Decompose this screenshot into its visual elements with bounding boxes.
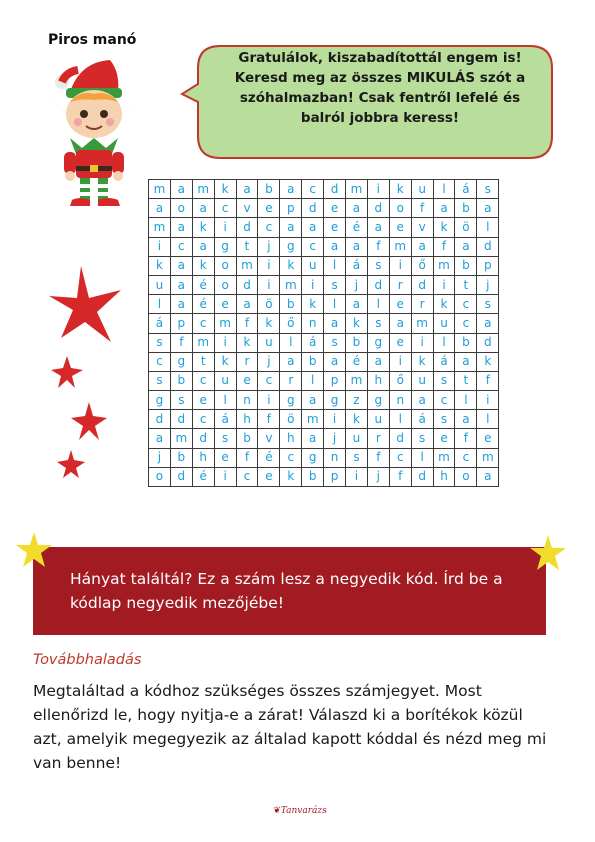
grid-cell: f xyxy=(258,410,280,429)
grid-cell: a xyxy=(302,429,324,448)
grid-cell: a xyxy=(236,180,258,199)
grid-cell: k xyxy=(214,352,236,371)
bubble-line: szóhalmazban! Csak fentről lefelé és xyxy=(239,90,521,106)
grid-cell: i xyxy=(149,237,171,256)
grid-cell: a xyxy=(170,180,192,199)
grid-row xyxy=(149,429,499,448)
grid-cell: o xyxy=(149,467,171,486)
grid-cell: é xyxy=(192,467,214,486)
grid-cell: s xyxy=(324,275,346,294)
grid-cell: u xyxy=(346,429,368,448)
grid-cell: c xyxy=(236,467,258,486)
grid-cell: l xyxy=(433,180,455,199)
grid-cell: s xyxy=(411,429,433,448)
grid-row xyxy=(149,275,499,294)
grid-cell: j xyxy=(367,467,389,486)
grid-cell: c xyxy=(280,448,302,467)
grid-cell: s xyxy=(477,180,499,199)
grid-cell: e xyxy=(192,391,214,410)
grid-cell: a xyxy=(324,352,346,371)
grid-cell: é xyxy=(346,352,368,371)
grid-cell: f xyxy=(477,371,499,390)
grid-cell: f xyxy=(455,429,477,448)
grid-row xyxy=(149,199,499,218)
grid-cell: m xyxy=(433,448,455,467)
star-small-icon xyxy=(51,356,83,388)
grid-cell: s xyxy=(324,333,346,352)
grid-cell: é xyxy=(192,275,214,294)
grid-cell: a xyxy=(170,256,192,275)
grid-cell: g xyxy=(214,237,236,256)
grid-cell: d xyxy=(324,180,346,199)
grid-cell: l xyxy=(149,295,171,314)
grid-cell: á xyxy=(149,314,171,333)
grid-cell: l xyxy=(477,218,499,237)
grid-cell: k xyxy=(214,180,236,199)
grid-cell: i xyxy=(411,333,433,352)
grid-cell: p xyxy=(170,314,192,333)
grid-cell: c xyxy=(455,314,477,333)
grid-cell: i xyxy=(258,275,280,294)
grid-cell: e xyxy=(389,333,411,352)
grid-cell: s xyxy=(346,448,368,467)
grid-cell: g xyxy=(324,391,346,410)
grid-cell: u xyxy=(411,371,433,390)
grid-cell: c xyxy=(214,199,236,218)
grid-cell: v xyxy=(258,429,280,448)
grid-cell: o xyxy=(389,199,411,218)
grid-cell: e xyxy=(389,218,411,237)
body-line: van benne! xyxy=(33,754,122,772)
bubble-line: Keresd meg az összes MIKULÁS szót a xyxy=(234,70,526,86)
book-logo-icon: ❦ xyxy=(273,806,281,816)
grid-cell: c xyxy=(302,180,324,199)
grid-cell: m xyxy=(346,180,368,199)
grid-cell: h xyxy=(236,410,258,429)
footer-brand: Tanvarázs xyxy=(280,806,327,816)
grid-cell: g xyxy=(367,333,389,352)
grid-cell: l xyxy=(324,256,346,275)
grid-row xyxy=(149,467,499,486)
body-line: ellenőrizd le, hogy nyitja-e a zárat! Válaszd ki a borítékok közül xyxy=(33,706,523,724)
grid-cell: k xyxy=(389,180,411,199)
grid-cell: s xyxy=(149,371,171,390)
grid-cell: o xyxy=(455,467,477,486)
grid-cell: e xyxy=(214,448,236,467)
banner-line: kódlap negyedik mezőjébe! xyxy=(70,594,284,612)
grid-cell: i xyxy=(389,352,411,371)
grid-cell: s xyxy=(149,333,171,352)
grid-cell: a xyxy=(346,199,368,218)
grid-cell: a xyxy=(170,218,192,237)
bubble-line: Gratulálok, kiszabadítottál engem is! xyxy=(238,50,522,66)
grid-cell: k xyxy=(346,314,368,333)
grid-cell: ö xyxy=(280,410,302,429)
grid-cell: h xyxy=(433,467,455,486)
grid-cell: e xyxy=(258,199,280,218)
grid-cell: j xyxy=(477,275,499,294)
grid-cell: i xyxy=(258,391,280,410)
grid-cell: m xyxy=(433,256,455,275)
grid-cell: t xyxy=(236,237,258,256)
grid-cell: a xyxy=(149,429,171,448)
grid-cell: á xyxy=(433,352,455,371)
grid-cell: a xyxy=(149,199,171,218)
grid-cell: g xyxy=(280,237,302,256)
grid-row xyxy=(149,180,499,199)
grid-cell: i xyxy=(346,467,368,486)
grid-cell: b xyxy=(455,199,477,218)
grid-cell: d xyxy=(367,275,389,294)
grid-cell: i xyxy=(367,180,389,199)
grid-cell: k xyxy=(346,410,368,429)
grid-cell: r xyxy=(280,371,302,390)
grid-cell: h xyxy=(367,371,389,390)
grid-cell: p xyxy=(280,199,302,218)
grid-cell: a xyxy=(477,199,499,218)
grid-cell: c xyxy=(192,371,214,390)
grid-cell: a xyxy=(411,237,433,256)
grid-row xyxy=(149,333,499,352)
speech-bubble-text xyxy=(200,48,560,128)
grid-cell: m xyxy=(149,218,171,237)
grid-cell: f xyxy=(411,199,433,218)
grid-row xyxy=(149,410,499,429)
grid-cell: a xyxy=(477,314,499,333)
grid-cell: i xyxy=(214,467,236,486)
grid-cell: i xyxy=(433,275,455,294)
grid-cell: a xyxy=(455,410,477,429)
grid-cell: m xyxy=(236,256,258,275)
grid-cell: l xyxy=(214,391,236,410)
grid-cell: á xyxy=(455,180,477,199)
grid-cell: d xyxy=(477,333,499,352)
grid-cell: c xyxy=(389,448,411,467)
grid-cell: k xyxy=(192,256,214,275)
grid-cell: a xyxy=(433,199,455,218)
star-yellow-icon xyxy=(14,530,54,570)
grid-cell: a xyxy=(192,199,214,218)
grid-cell: t xyxy=(192,352,214,371)
grid-cell: s xyxy=(367,314,389,333)
grid-cell: m xyxy=(214,314,236,333)
grid-cell: l xyxy=(455,391,477,410)
grid-cell: s xyxy=(433,410,455,429)
grid-cell: a xyxy=(170,295,192,314)
grid-row xyxy=(149,218,499,237)
grid-cell: d xyxy=(149,410,171,429)
grid-cell: m xyxy=(192,180,214,199)
grid-cell: i xyxy=(477,391,499,410)
grid-cell: m xyxy=(389,237,411,256)
grid-cell: f xyxy=(236,314,258,333)
grid-cell: b xyxy=(302,467,324,486)
grid-cell: k xyxy=(477,352,499,371)
grid-cell: c xyxy=(455,448,477,467)
grid-cell: n xyxy=(236,391,258,410)
grid-cell: l xyxy=(280,333,302,352)
grid-cell: é xyxy=(258,448,280,467)
grid-cell: m xyxy=(149,180,171,199)
grid-row xyxy=(149,371,499,390)
grid-cell: s xyxy=(170,391,192,410)
grid-cell: v xyxy=(411,218,433,237)
grid-cell: k xyxy=(258,314,280,333)
grid-cell: k xyxy=(149,256,171,275)
grid-cell: e xyxy=(214,295,236,314)
grid-cell: ő xyxy=(280,314,302,333)
grid-cell: a xyxy=(324,314,346,333)
grid-cell: k xyxy=(433,295,455,314)
grid-cell: h xyxy=(280,429,302,448)
grid-cell: a xyxy=(302,391,324,410)
grid-cell: u xyxy=(149,275,171,294)
grid-cell: c xyxy=(455,295,477,314)
grid-cell: a xyxy=(280,180,302,199)
grid-row xyxy=(149,391,499,410)
grid-cell: u xyxy=(433,314,455,333)
grid-cell: r xyxy=(236,352,258,371)
grid-cell: l xyxy=(302,371,324,390)
grid-cell: b xyxy=(280,295,302,314)
grid-cell: r xyxy=(411,295,433,314)
grid-cell: ő xyxy=(411,256,433,275)
grid-cell: c xyxy=(192,314,214,333)
grid-cell: a xyxy=(170,275,192,294)
grid-cell: a xyxy=(280,352,302,371)
grid-cell: n xyxy=(324,448,346,467)
star-small-icon xyxy=(71,402,107,440)
grid-cell: o xyxy=(170,199,192,218)
star-small-icon xyxy=(57,450,85,478)
grid-cell: s xyxy=(214,429,236,448)
grid-cell: n xyxy=(302,314,324,333)
grid-cell: r xyxy=(389,275,411,294)
grid-cell: d xyxy=(367,199,389,218)
grid-cell: k xyxy=(411,352,433,371)
grid-cell: a xyxy=(367,218,389,237)
grid-cell: ő xyxy=(389,371,411,390)
grid-cell: b xyxy=(455,256,477,275)
grid-cell: g xyxy=(170,352,192,371)
star-large-icon xyxy=(49,266,121,342)
grid-cell: á xyxy=(302,333,324,352)
grid-cell: p xyxy=(324,371,346,390)
grid-cell: o xyxy=(214,256,236,275)
grid-cell: m xyxy=(346,371,368,390)
grid-cell: d xyxy=(192,429,214,448)
grid-cell: j xyxy=(149,448,171,467)
grid-cell: é xyxy=(346,218,368,237)
grid-cell: a xyxy=(324,237,346,256)
section-title: Továbbhaladás xyxy=(33,652,142,668)
star-yellow-icon xyxy=(528,533,568,573)
grid-row xyxy=(149,448,499,467)
grid-cell: e xyxy=(258,467,280,486)
grid-cell: s xyxy=(433,371,455,390)
grid-cell: l xyxy=(433,333,455,352)
grid-cell: l xyxy=(411,448,433,467)
grid-cell: g xyxy=(367,391,389,410)
grid-cell: g xyxy=(302,448,324,467)
grid-cell: u xyxy=(302,256,324,275)
grid-cell: i xyxy=(214,218,236,237)
grid-cell: l xyxy=(367,295,389,314)
grid-cell: d xyxy=(477,237,499,256)
grid-cell: i xyxy=(258,256,280,275)
grid-cell: b xyxy=(258,180,280,199)
grid-cell: j xyxy=(258,237,280,256)
grid-cell: c xyxy=(170,237,192,256)
grid-cell: a xyxy=(346,295,368,314)
grid-cell: d xyxy=(411,275,433,294)
grid-cell: b xyxy=(455,333,477,352)
grid-cell: a xyxy=(455,352,477,371)
grid-cell: m xyxy=(477,448,499,467)
grid-cell: f xyxy=(433,237,455,256)
grid-cell: b xyxy=(170,371,192,390)
grid-cell: i xyxy=(324,410,346,429)
character-name: Piros manó xyxy=(48,32,137,48)
grid-cell: u xyxy=(367,410,389,429)
grid-row xyxy=(149,295,499,314)
footer-logo xyxy=(260,806,340,816)
grid-cell: f xyxy=(236,448,258,467)
grid-cell: k xyxy=(192,218,214,237)
banner-text xyxy=(70,567,530,615)
decorative-stars xyxy=(45,260,145,490)
grid-cell: l xyxy=(324,295,346,314)
grid-cell: a xyxy=(477,467,499,486)
grid-cell: k xyxy=(280,467,302,486)
body-line: azt, amelyik megegyezik az általad kapott kóddal és nézd meg mi xyxy=(33,730,547,748)
grid-cell: b xyxy=(346,333,368,352)
grid-cell: d xyxy=(170,467,192,486)
grid-cell: a xyxy=(236,295,258,314)
grid-cell: a xyxy=(280,218,302,237)
grid-cell: é xyxy=(192,295,214,314)
grid-cell: e xyxy=(389,295,411,314)
grid-cell: b xyxy=(302,352,324,371)
grid-cell: á xyxy=(411,410,433,429)
grid-row xyxy=(149,352,499,371)
grid-cell: d xyxy=(302,199,324,218)
grid-cell: a xyxy=(389,314,411,333)
grid-cell: a xyxy=(411,391,433,410)
grid-cell: k xyxy=(236,333,258,352)
grid-cell: f xyxy=(389,467,411,486)
grid-cell: e xyxy=(324,218,346,237)
grid-cell: f xyxy=(170,333,192,352)
grid-cell: p xyxy=(324,467,346,486)
grid-cell: s xyxy=(477,295,499,314)
grid-cell: g xyxy=(149,391,171,410)
grid-cell: k xyxy=(280,256,302,275)
elf-illustration xyxy=(40,52,150,212)
grid-cell: h xyxy=(192,448,214,467)
grid-cell: e xyxy=(324,199,346,218)
grid-cell: ö xyxy=(455,218,477,237)
grid-cell: k xyxy=(433,218,455,237)
grid-cell: l xyxy=(477,410,499,429)
grid-cell: m xyxy=(411,314,433,333)
grid-row xyxy=(149,314,499,333)
grid-cell: z xyxy=(346,391,368,410)
grid-cell: p xyxy=(477,256,499,275)
grid-cell: f xyxy=(367,448,389,467)
grid-cell: d xyxy=(236,218,258,237)
grid-cell: d xyxy=(170,410,192,429)
grid-cell: e xyxy=(236,371,258,390)
grid-cell: m xyxy=(280,275,302,294)
grid-cell: c xyxy=(149,352,171,371)
grid-cell: a xyxy=(346,237,368,256)
grid-cell: á xyxy=(214,410,236,429)
grid-cell: t xyxy=(455,275,477,294)
grid-cell: i xyxy=(214,333,236,352)
grid-cell: a xyxy=(192,237,214,256)
grid-cell: d xyxy=(236,275,258,294)
body-line: Megtaláltad a kódhoz szükséges összes számjegyet. Most xyxy=(33,682,482,700)
grid-cell: u xyxy=(258,333,280,352)
grid-cell: l xyxy=(389,410,411,429)
grid-cell: e xyxy=(477,429,499,448)
grid-cell: j xyxy=(346,275,368,294)
word-search-grid xyxy=(148,179,499,487)
grid-cell: t xyxy=(455,371,477,390)
banner-line: Hányat találtál? Ez a szám lesz a negyedik kód. Írd be a xyxy=(70,570,503,588)
grid-cell: d xyxy=(389,429,411,448)
grid-cell: e xyxy=(433,429,455,448)
grid-cell: b xyxy=(170,448,192,467)
grid-cell: m xyxy=(192,333,214,352)
grid-cell: b xyxy=(236,429,258,448)
grid-cell: m xyxy=(302,410,324,429)
grid-cell: f xyxy=(367,237,389,256)
grid-cell: c xyxy=(258,218,280,237)
grid-cell: a xyxy=(455,237,477,256)
grid-cell: c xyxy=(192,410,214,429)
grid-row xyxy=(149,237,499,256)
grid-cell: c xyxy=(258,371,280,390)
grid-cell: v xyxy=(236,199,258,218)
grid-cell: o xyxy=(214,275,236,294)
grid-cell: a xyxy=(367,352,389,371)
grid-cell: j xyxy=(258,352,280,371)
grid-cell: ö xyxy=(258,295,280,314)
grid-cell: a xyxy=(302,218,324,237)
grid-cell: s xyxy=(367,256,389,275)
grid-cell: c xyxy=(433,391,455,410)
grid-cell: i xyxy=(302,275,324,294)
grid-cell: c xyxy=(302,237,324,256)
grid-cell: j xyxy=(324,429,346,448)
grid-cell: m xyxy=(170,429,192,448)
grid-row xyxy=(149,256,499,275)
grid-cell: k xyxy=(302,295,324,314)
grid-cell: u xyxy=(214,371,236,390)
grid-cell: á xyxy=(346,256,368,275)
bubble-line: balról jobbra keress! xyxy=(300,110,460,126)
grid-cell: d xyxy=(411,467,433,486)
section-body xyxy=(33,679,558,775)
grid-cell: i xyxy=(389,256,411,275)
grid-cell: g xyxy=(280,391,302,410)
grid-cell: u xyxy=(411,180,433,199)
grid-cell: r xyxy=(367,429,389,448)
grid-cell: n xyxy=(389,391,411,410)
